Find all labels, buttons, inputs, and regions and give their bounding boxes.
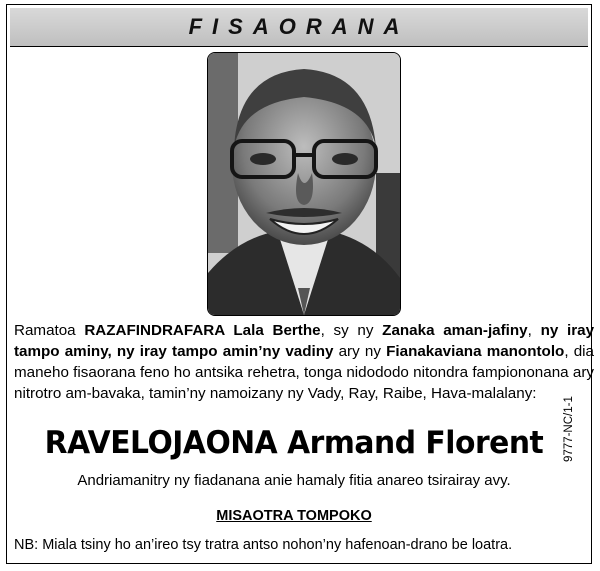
siblings-phrase: ny iray tampo aminy, ny iray tampo amin’ny vadiny: [14, 322, 595, 360]
intro-text: , dia maneho fisaorana feno ho antsika rehetra, tonga nidododo nitondra fampiononana ary nitrotro am-bavaka, tamin’ny namoizany ny Vady, Ray, Raibe, Hava-malalany:: [14, 343, 594, 402]
reference-code: 9777-NC/1-1: [563, 396, 575, 462]
intro-text: Ramatoa: [14, 322, 85, 339]
intro-text: ,: [527, 322, 541, 339]
thanks-text: MISAOTRA TOMPOKO: [216, 508, 372, 524]
intro-text: , sy ny: [320, 322, 383, 339]
notice-title: FISAORANA: [188, 14, 410, 39]
widow-name: RAZAFINDRAFARA Lala Berthe: [84, 322, 321, 339]
deceased-name: RAVELOJAONA Armand Florent: [44, 425, 544, 461]
portrait-photo: [207, 52, 401, 316]
intro-text: ary ny: [333, 343, 387, 360]
footnote: NB: Miala tsiny ho an’ireo tsy tratra antso nohon’ny hafenoan-drano be loatra.: [14, 537, 513, 553]
header-banner: [10, 8, 588, 47]
children-phrase: Zanaka aman-jafiny: [382, 322, 528, 339]
intro-paragraph: [14, 320, 594, 404]
family-phrase: Fianakaviana manontolo: [386, 343, 565, 360]
blessing-line: Andriamanitry ny fiadanana anie hamaly fitia anareo tsirairay avy.: [77, 472, 511, 489]
thanks-line: [14, 508, 574, 524]
